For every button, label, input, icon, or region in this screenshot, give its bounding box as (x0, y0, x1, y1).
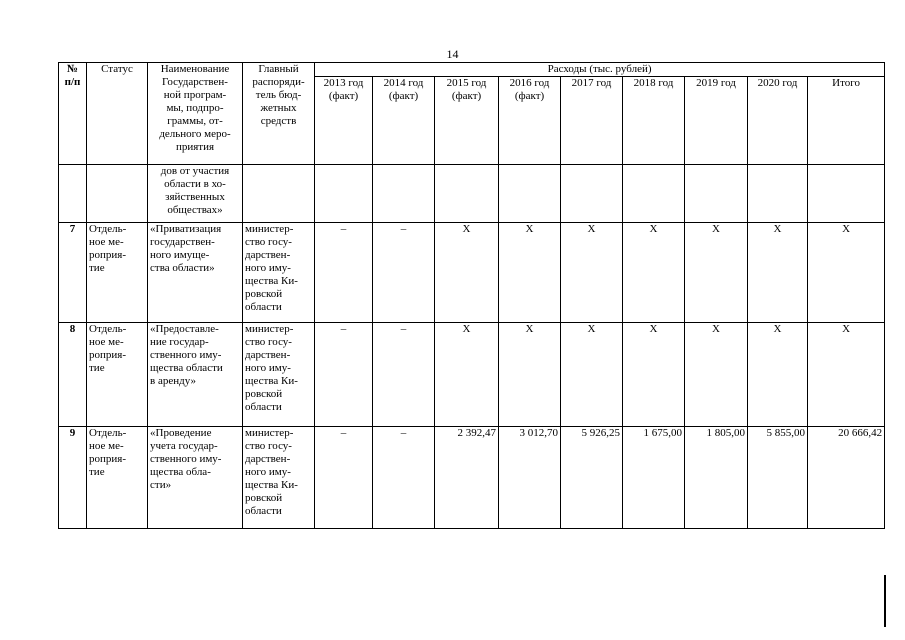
row-value: Х (561, 223, 623, 323)
header-expenses-group: Расходы (тыс. рублей) (315, 63, 885, 77)
row-value (373, 165, 435, 223)
row-value: 20 666,42 (808, 427, 885, 529)
row-value: Х (623, 323, 685, 427)
row-status: Отдель- ное ме- роприя- тие (87, 427, 148, 529)
row-value: 1 675,00 (623, 427, 685, 529)
row-value: Х (435, 323, 499, 427)
row-value: – (315, 427, 373, 529)
row-num (59, 165, 87, 223)
table-row (59, 323, 885, 427)
row-name: дов от участия области в хо- зяйственных обществах» (148, 165, 243, 223)
row-status (87, 165, 148, 223)
row-value: Х (499, 223, 561, 323)
row-value: – (373, 427, 435, 529)
row-value: Х (808, 323, 885, 427)
row-value: 5 855,00 (748, 427, 808, 529)
row-value: Х (499, 323, 561, 427)
page-number: 14 (446, 47, 459, 61)
row-value: – (315, 323, 373, 427)
header-status: Статус (87, 63, 148, 165)
row-value: 3 012,70 (499, 427, 561, 529)
row-status: Отдель- ное ме- роприя- тие (87, 323, 148, 427)
header-year-2015: 2015 год (факт) (435, 77, 499, 165)
row-distributor: министер- ство госу- дарствен- ного иму- щества Ки- ровской области (243, 427, 315, 529)
header-year-2020: 2020 год (748, 77, 808, 165)
expenses-table (58, 62, 885, 529)
table-row (59, 427, 885, 529)
row-value (748, 165, 808, 223)
row-value: – (373, 223, 435, 323)
row-value: – (315, 223, 373, 323)
row-value: Х (748, 323, 808, 427)
row-value (561, 165, 623, 223)
row-value: Х (435, 223, 499, 323)
row-value (808, 165, 885, 223)
row-value: Х (561, 323, 623, 427)
row-value (623, 165, 685, 223)
page-edge-mark (884, 575, 886, 627)
row-value (435, 165, 499, 223)
row-value: 1 805,00 (685, 427, 748, 529)
header-year-2013: 2013 год (факт) (315, 77, 373, 165)
row-value (499, 165, 561, 223)
row-num: 7 (59, 223, 87, 323)
row-status: Отдель- ное ме- роприя- тие (87, 223, 148, 323)
row-value: Х (623, 223, 685, 323)
row-distributor: министер- ство госу- дарствен- ного иму- щества Ки- ровской области (243, 223, 315, 323)
header-year-2014: 2014 год (факт) (373, 77, 435, 165)
table-row (59, 223, 885, 323)
header-num: № п/п (59, 63, 87, 165)
row-name: «Приватизация государствен- ного имуще- ства области» (148, 223, 243, 323)
header-year-2018: 2018 год (623, 77, 685, 165)
row-value: Х (685, 223, 748, 323)
header-year-2017: 2017 год (561, 77, 623, 165)
header-distributor: Главный распоряди- тель бюд- жетных средств (243, 63, 315, 165)
row-value: Х (808, 223, 885, 323)
row-distributor (243, 165, 315, 223)
row-value: 2 392,47 (435, 427, 499, 529)
row-value: Х (685, 323, 748, 427)
row-num: 9 (59, 427, 87, 529)
row-value: – (373, 323, 435, 427)
row-value (315, 165, 373, 223)
row-num: 8 (59, 323, 87, 427)
header-year-2019: 2019 год (685, 77, 748, 165)
header-row-top (59, 63, 885, 77)
row-value (685, 165, 748, 223)
header-year-2016: 2016 год (факт) (499, 77, 561, 165)
row-name: «Проведение учета государ- ственного иму- щества обла- сти» (148, 427, 243, 529)
header-name: Наименование Государствен- ной програм- мы, подпро- граммы, от- дельного меро- приятия (148, 63, 243, 165)
row-distributor: министер- ство госу- дарствен- ного иму- щества Ки- ровской области (243, 323, 315, 427)
row-value: Х (748, 223, 808, 323)
row-name: «Предоставле- ние государ- ственного иму- щества области в аренду» (148, 323, 243, 427)
table-row (59, 165, 885, 223)
header-total: Итого (808, 77, 885, 165)
row-value: 5 926,25 (561, 427, 623, 529)
